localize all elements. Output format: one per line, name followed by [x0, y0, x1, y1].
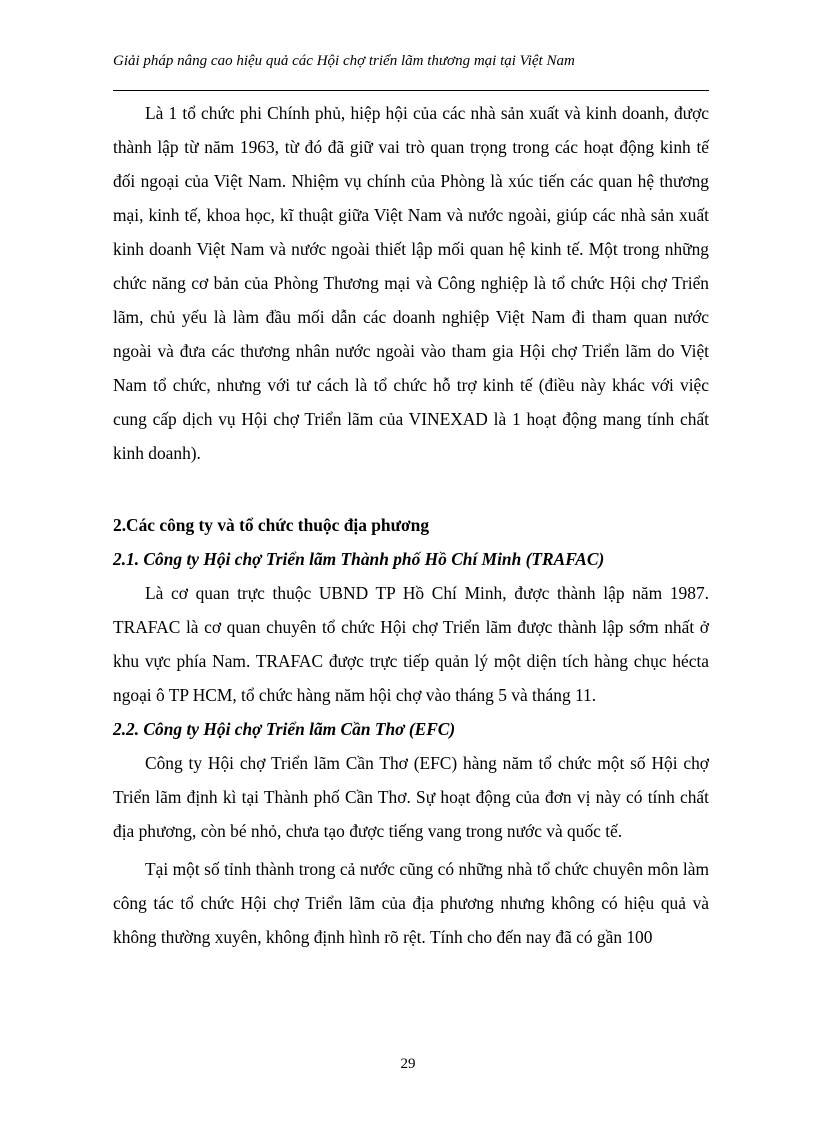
paragraph-efc: Công ty Hội chợ Triển lãm Cần Thơ (EFC) hàng năm tổ chức một số Hội chợ Triển lãm định kì tại Thành phố Cần Thơ. Sự hoạt động của đơn vị này có tính chất địa phương, còn bé nhỏ, chưa tạo được tiếng vang trong nước và quốc tế.	[113, 753, 709, 841]
paragraph-chamber-of-commerce: Là 1 tổ chức phi Chính phủ, hiệp hội của các nhà sản xuất và kinh doanh, được thành lập từ năm 1963, từ đó đã giữ vai trò quan trọng trong các hoạt động kinh tế đối ngoại của Việt Nam. Nhiệm vụ chính của Phòng là xúc tiến các quan hệ thương mại, kinh tế, khoa học, kĩ thuật giữa Việt Nam và nước ngoài, giúp các nhà sản xuất kinh doanh Việt Nam và nước ngoài thiết lập mối quan hệ kinh tế. Một trong những chức năng cơ bản của Phòng Thương mại và Công nghiệp là tổ chức Hội chợ Triển lãm, chủ yếu là làm đầu mối dẫn các doanh nghiệp Việt Nam đi tham quan nước ngoài và đưa các thương nhân nước ngoài vào tham gia Hội chợ Triển lãm do Việt Nam tổ chức, nhưng với tư cách là tổ chức hỗ trợ kinh tế (điều này khác với việc cung cấp dịch vụ Hội chợ Triển lãm của VINEXAD là 1 hoạt động mang tính chất kinh doanh).	[113, 103, 709, 463]
page-body	[113, 96, 709, 954]
paragraph-provincial-organizers: Tại một số tỉnh thành trong cả nước cũng có những nhà tổ chức chuyên môn làm công tác tổ chức Hội chợ Triển lãm của địa phương nhưng không có hiệu quả và không thường xuyên, không định hình rõ rệt. Tính cho đến nay đã có gần 100	[113, 859, 709, 947]
page-number: 29	[400, 1056, 416, 1072]
header-divider	[113, 90, 709, 91]
subsection-heading-efc: 2.2. Công ty Hội chợ Triển lãm Cần Thơ (EFC)	[113, 719, 456, 739]
subsection-heading-trafac: 2.1. Công ty Hội chợ Triển lãm Thành phố Hồ Chí Minh (TRAFAC)	[113, 549, 605, 569]
section-heading-local-organizations: 2.Các công ty và tổ chức thuộc địa phương	[113, 515, 430, 535]
running-header: Giải pháp nâng cao hiệu quả các Hội chợ triển lãm thương mại tại Việt Nam	[113, 53, 575, 69]
paragraph-trafac: Là cơ quan trực thuộc UBND TP Hồ Chí Minh, được thành lập năm 1987. TRAFAC là cơ quan chuyên tổ chức Hội chợ Triển lãm được thành lập sớm nhất ở khu vực phía Nam. TRAFAC được trực tiếp quản lý một diện tích hàng chục hécta ngoại ô TP HCM, tổ chức hàng năm hội chợ vào tháng 5 và tháng 11.	[113, 583, 709, 705]
section-spacer	[113, 470, 709, 508]
